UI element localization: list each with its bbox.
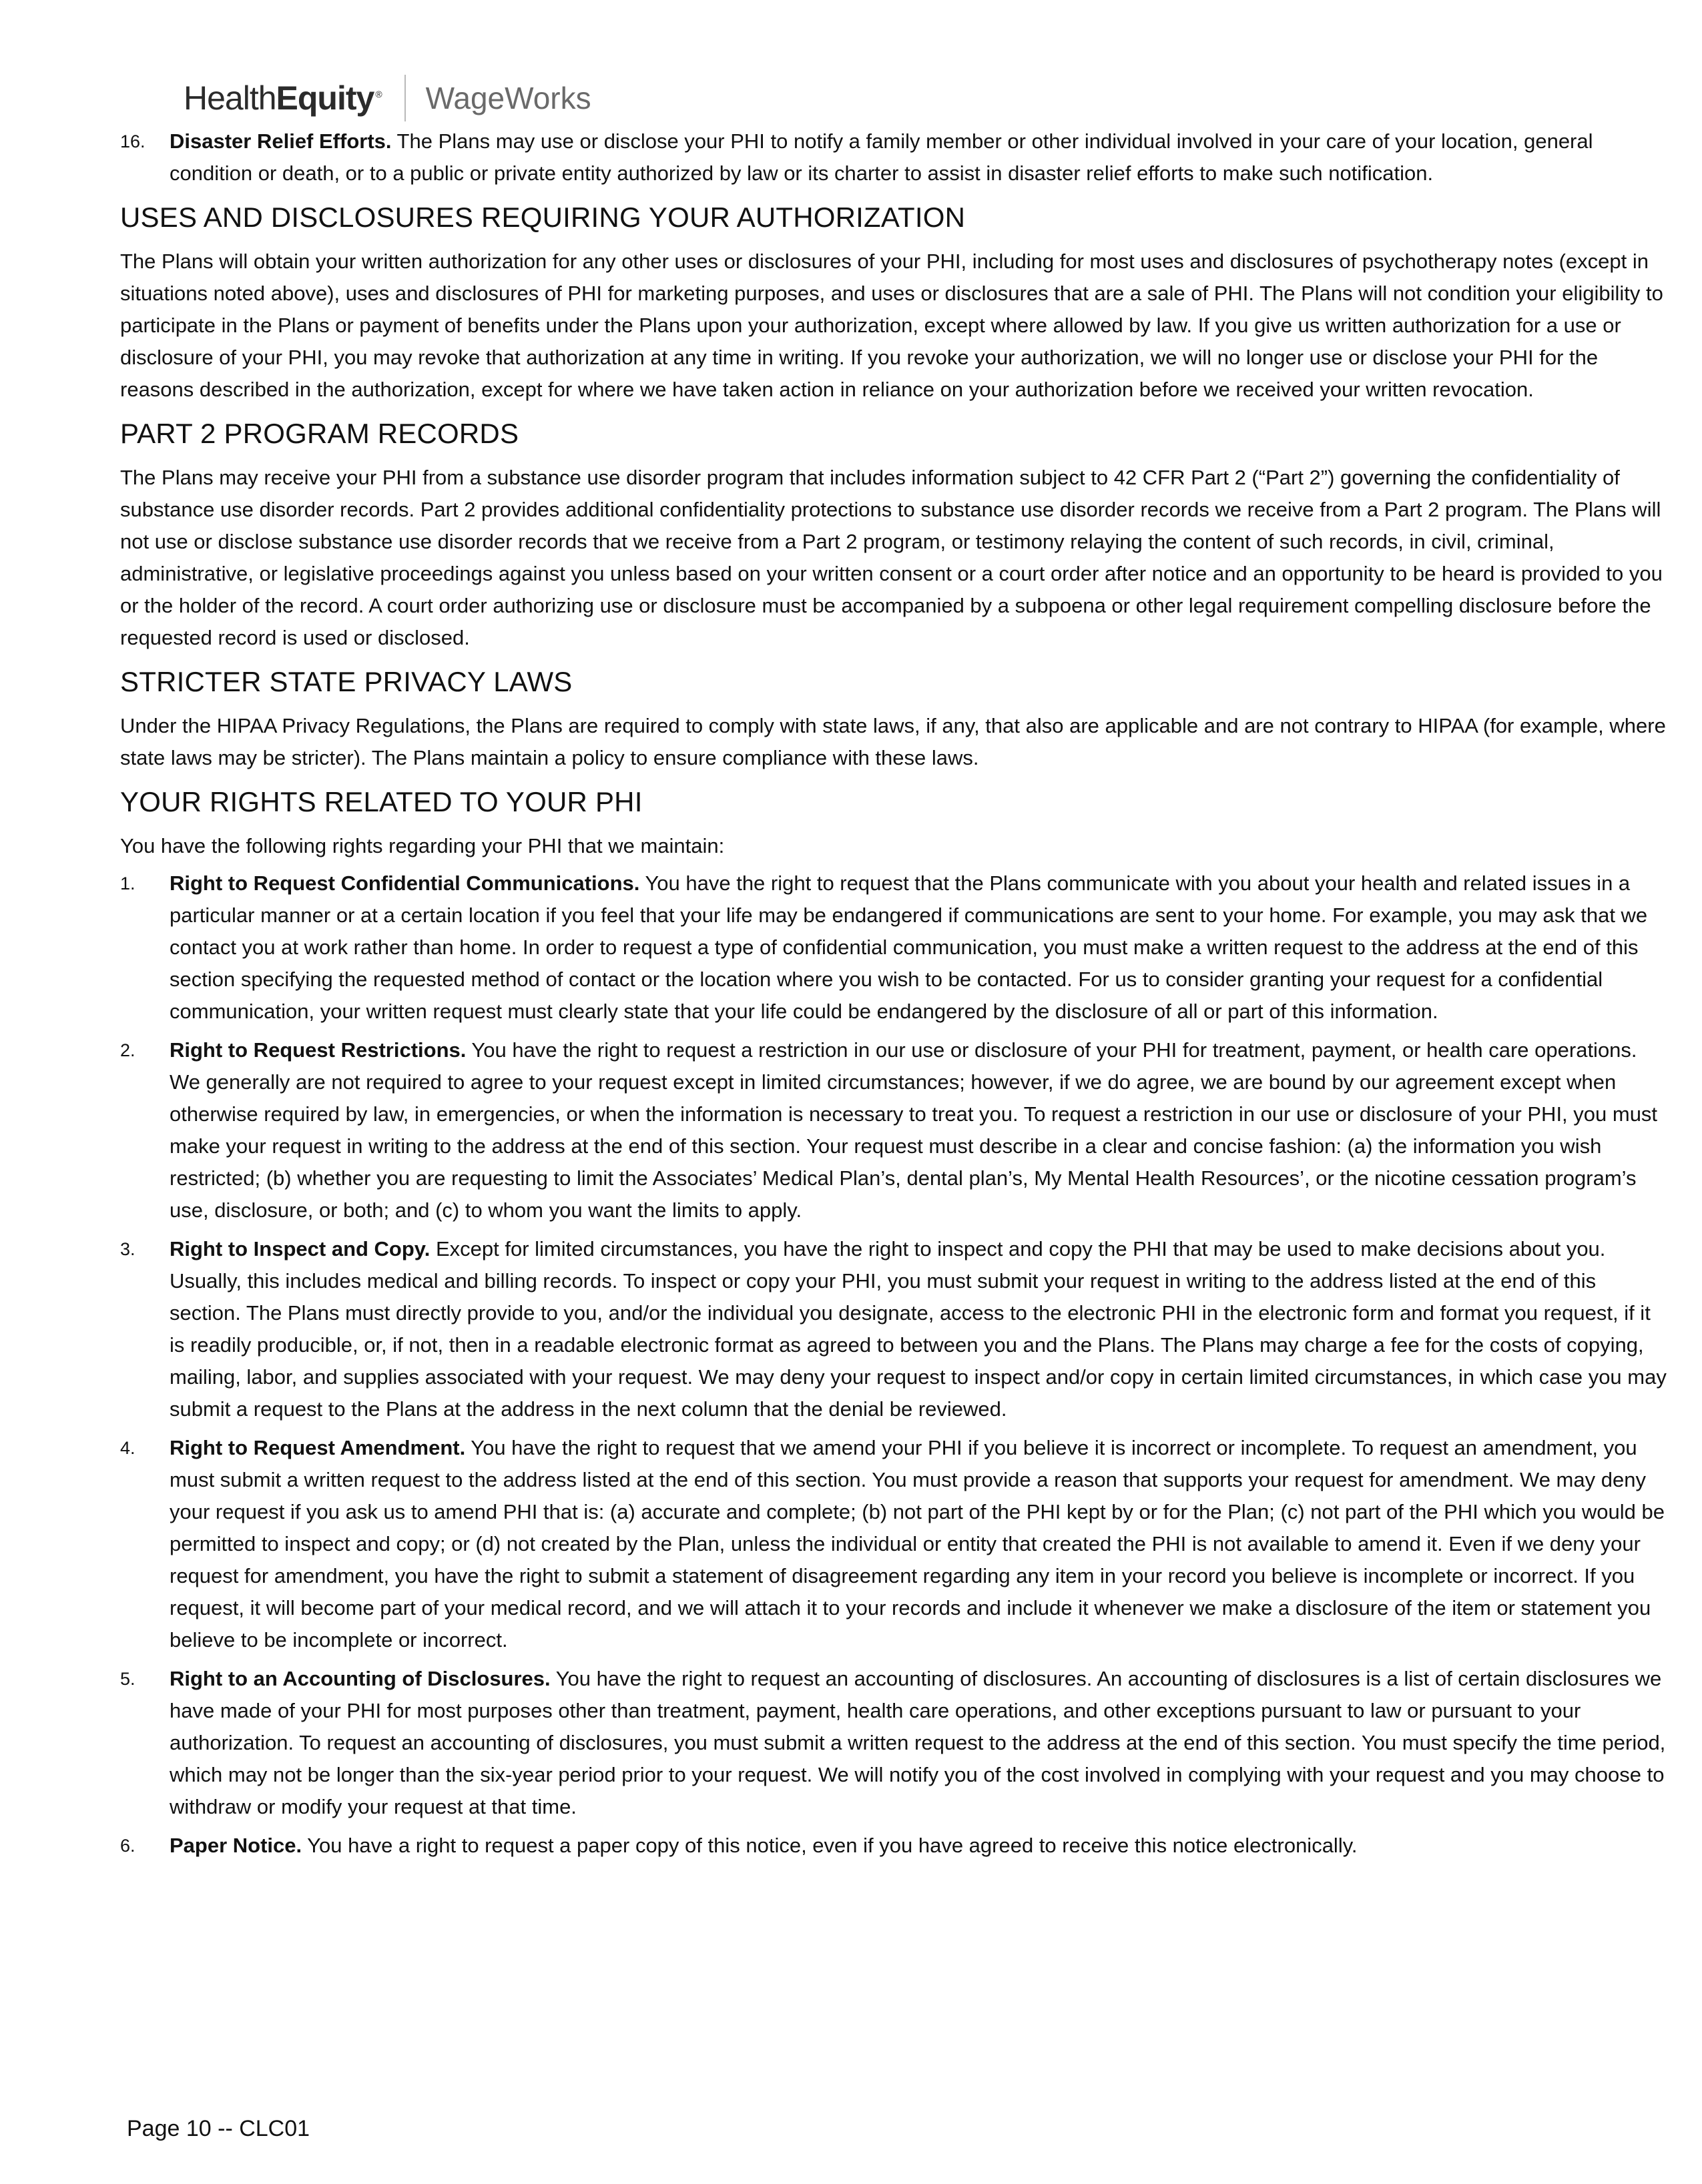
paragraph-authorization: The Plans will obtain your written authorization for any other uses or disclosures of your PHI, including for most uses and disclosures of psychotherapy notes (except in situations noted above), uses and disclosures of PHI for marketing purposes, and uses or disclosures that are a sale of PHI. The Plans will not condition your eligibility to participate in the Plans or payment of benefits under the Plans upon your authorization, except where allowed by law. If you give us written authorization for a use or disclosure of your PHI, you may revoke that authorization at any time in writing. If you revoke your authorization, we will no longer use or disclose your PHI for the reasons described in the authorization, except for where we have taken action in reliance on your authorization before we received your written revocation.: [120, 250, 1663, 401]
wageworks-wordmark: WageWorks: [425, 81, 591, 115]
heading-part2: PART 2 PROGRAM RECORDS: [120, 418, 519, 449]
item-text: You have the right to request an accounting of disclosures. An accounting of disclosures is a list of certain disclosures we have made of your PHI for most purposes other than treatment, payment, health care operations, and other exceptions pursuant to law or pursuant to your authorization. To request an accounting of disclosures, you must submit a written request to the address at the end of this section. You must specify the time period, which may not be longer than the six-year period prior to your request. We will notify you of the cost involved in complying with your request and you may choose to withdraw or modify your request at that time.: [170, 1667, 1666, 1818]
logo-divider: [404, 75, 406, 121]
heading-your-rights: YOUR RIGHTS RELATED TO YOUR PHI: [120, 786, 643, 817]
healthequity-wageworks-logo: [184, 75, 591, 121]
paragraph-stricter-laws: Under the HIPAA Privacy Regulations, the Plans are required to comply with state laws, if any, that also are applicable and are not contrary to HIPAA (for example, where state laws may be stricter). The Plans maintain a policy to ensure compliance with these laws.: [120, 714, 1666, 769]
rights-list-item: [120, 1663, 1669, 1823]
item-number: 6.: [120, 1836, 135, 1856]
item-lead: Right to Request Confidential Communications.: [170, 871, 640, 895]
item-lead: Right to Inspect and Copy.: [170, 1237, 431, 1260]
item-number: 4.: [120, 1438, 135, 1458]
item-lead: Right to Request Restrictions.: [170, 1038, 467, 1062]
item-number: 1.: [120, 873, 135, 893]
rights-list-item: [120, 1233, 1669, 1425]
rights-list-item: [120, 1432, 1669, 1656]
item-text: You have the right to request a restriction in our use or disclosure of your PHI for treatment, payment, or health care operations. We generally are not required to agree to your request except in limited circumstances; however, if we do agree, we are bound by our agreement except when otherwise required by law, in emergencies, or when the information is necessary to treat you. To request a restriction in our use or disclosure of your PHI, you must make your request in writing to the address at the end of this section. Your request must describe in a clear and concise fashion: (a) the information you wish restricted; (b) whether you are requesting to limit the Associates’ Medical Plan’s, dental plan’s, My Mental Health Resources’, or the nicotine cessation program’s use, disclosure, or both; and (c) to whom you want the limits to apply.: [170, 1038, 1658, 1222]
rights-list-item: [120, 1830, 1669, 1862]
page-footer: Page 10 -- CLC01: [127, 2116, 310, 2141]
heading-authorization: USES AND DISCLOSURES REQUIRING YOUR AUTHORIZATION: [120, 202, 966, 233]
item-number: 16.: [120, 131, 146, 151]
item-disaster-relief: [120, 125, 1669, 190]
item-text: The Plans may use or disclose your PHI to notify a family member or other individual involved in your care of your location, general condition or death, or to a public or private entity authorized by law or its charter to assist in disaster relief efforts to make such notification.: [170, 129, 1593, 185]
item-text: You have the right to request that we amend your PHI if you believe it is incorrect or incomplete. To request an amendment, you must submit a written request to the address listed at the end of this section. You must provide a reason that supports your request for amendment. We may deny your request if you ask us to amend PHI that is: (a) accurate and complete; (b) not part of the PHI kept by or for the Plan; (c) not part of the PHI which you would be permitted to inspect and copy; or (d) not created by the Plan, unless the individual or entity that created the PHI is not available to amend it. Even if we deny your request for amendment, you have the right to submit a statement of disagreement regarding any item in your record you believe is incomplete or incorrect. If you request, it will become part of your medical record, and we will attach it to your records and include it whenever we make a disclosure of the item or statement you believe to be incomplete or incorrect.: [170, 1436, 1665, 1652]
document-body: [120, 125, 1669, 1868]
healthequity-wordmark: HealthEquity ®: [184, 79, 382, 117]
rights-list-item: [120, 867, 1669, 1028]
item-lead: Right to Request Amendment.: [170, 1436, 466, 1459]
item-text: You have a right to request a paper copy of this notice, even if you have agreed to receive this notice electronically.: [302, 1834, 1358, 1857]
item-number: 3.: [120, 1239, 135, 1259]
item-number: 5.: [120, 1669, 135, 1689]
item-text: Except for limited circumstances, you have the right to inspect and copy the PHI that may be used to make decisions about you. Usually, this includes medical and billing records. To inspect or copy your PHI, you must submit your request in writing to the address listed at the end of this section. The Plans must directly provide to you, and/or the individual you designate, access to the electronic PHI in the electronic form and format you request, if it is readily producible, or, if not, then in a readable electronic format as agreed to between you and the Plans. The Plans may charge a fee for the costs of copying, mailing, labor, and supplies associated with your request. We may deny your request to inspect and/or copy in certain limited circumstances, in which case you may submit a request to the Plans at the address in the next column that the denial be reviewed.: [170, 1237, 1667, 1421]
item-lead: Paper Notice.: [170, 1834, 302, 1857]
heading-stricter-laws: STRICTER STATE PRIVACY LAWS: [120, 666, 573, 697]
rights-list-item: [120, 1034, 1669, 1226]
item-number: 2.: [120, 1040, 135, 1060]
item-text: You have the right to request that the Plans communicate with you about your health and related issues in a particular manner or at a certain location if you feel that your life may be endangered if communications are sent to your home. For example, you may ask that we contact you at work rather than home. In order to request a type of confidential communication, you must make a written request to the address at the end of this section specifying the requested method of contact or the location where you wish to be contacted. For us to consider granting your request for a confidential communication, your written request must clearly state that your life could be endangered by the disclosure of all or part of this information.: [170, 871, 1648, 1023]
paragraph-part2: The Plans may receive your PHI from a substance use disorder program that includes information subject to 42 CFR Part 2 (“Part 2”) governing the confidentiality of substance use disorder records. Part 2 provides additional confidentiality protections to substance use disorder records we receive from a Part 2 program. The Plans will not use or disclose substance use disorder records that we receive from a Part 2 program, or testimony relaying the content of such records, in civil, criminal, administrative, or legislative proceedings against you unless based on your written consent or a court order after notice and an opportunity to be heard is provided to you or the holder of the record. A court order authorizing use or disclosure must be accompanied by a subpoena or other legal requirement compelling disclosure before the requested record is used or disclosed.: [120, 466, 1663, 649]
item-lead: Right to an Accounting of Disclosures.: [170, 1667, 551, 1690]
paragraph-rights-intro: You have the following rights regarding your PHI that we maintain:: [120, 834, 725, 857]
item-lead: Disaster Relief Efforts.: [170, 129, 392, 153]
